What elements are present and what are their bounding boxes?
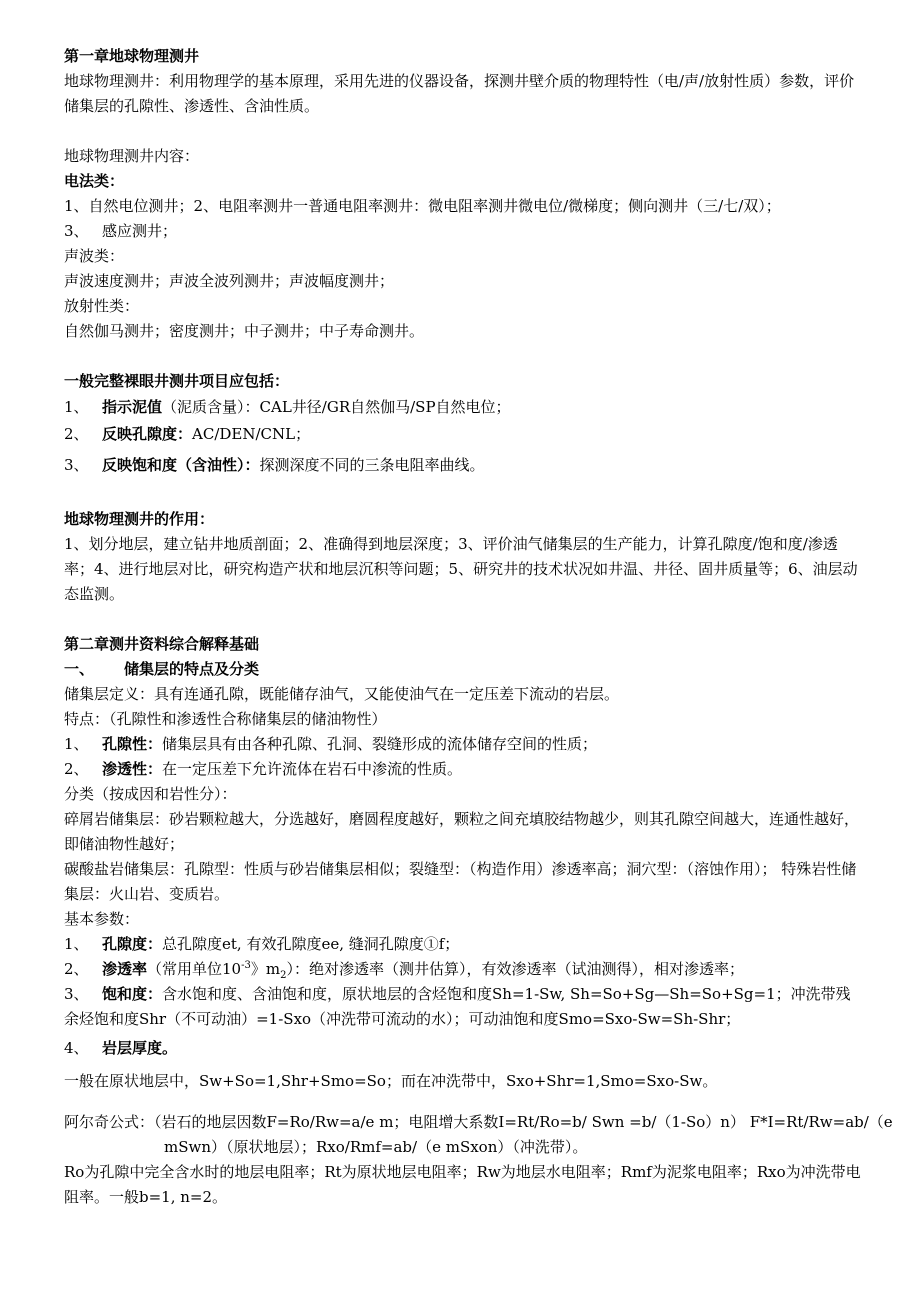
- carbonate-reservoir: 碳酸盐岩储集层：孔隙型：性质与砂岩储集层相似；裂缝型：（构造作用）渗透率高；洞穴型：（溶蚀作用）； 特殊岩性储集层：火山岩、变质岩。: [64, 860, 857, 903]
- logging-definition: 地球物理测井：利用物理学的基本原理，采用先进的仪器设备，探测井壁介质的物理特性（电/声/放射性质）参数，评价储集层的孔隙性、渗透性、含油性质。: [64, 72, 855, 115]
- electric-heading: 电法类：: [64, 172, 125, 190]
- saturation-relation: 一般在原状地层中，Sw+So=1,Shr+Smo=So；而在冲洗带中，Sxo+Shr=1,Smo=Sxo-Sw。: [64, 1072, 718, 1090]
- section-number: 一、: [64, 660, 95, 678]
- list-item-text: 》m: [250, 960, 281, 978]
- chapter2-title: 第二章测井资料综合解释基础: [64, 635, 260, 653]
- list-item-bold: 孔隙性：: [102, 735, 163, 753]
- list-item-text: ）：绝对渗透率（测井估算），有效渗透率（试油测得），相对渗透率；: [286, 960, 744, 978]
- role-heading: 地球物理测井的作用：: [64, 510, 215, 528]
- role-text: 1、划分地层，建立钻井地质剖面；2、准确得到地层深度；3、评价油气储集层的生产能力，计算孔隙度/饱和度/渗透率；4、进行地层对比，研究构造产状和地层沉积等问题；5、研究井的技术状况如井温、井径、固井质量等；6、油层动态监测。: [64, 535, 858, 603]
- list-number: 3、: [64, 456, 89, 474]
- param-thickness: [64, 1032, 864, 1065]
- list-item-bold: 岩层厚度。: [102, 1039, 178, 1057]
- logging-item: [64, 394, 864, 421]
- section-title-text: 储集层的特点及分类: [124, 660, 260, 678]
- radio-line: 自然伽马测井；密度测井；中子测井；中子寿命测井。: [64, 322, 425, 340]
- param-porosity: [64, 932, 864, 957]
- feature-item: [64, 757, 864, 782]
- basic-params-heading: 基本参数：: [64, 910, 140, 928]
- list-number: 2、: [64, 425, 89, 443]
- list-item-text: 含水饱和度、含油饱和度，原状地层的含烃饱和度Sh=1-Sw, Sh=So+Sg—Sh=So+Sg=1；冲洗带残余烃饱和度Shr（不可动油）=1-Sxo（冲洗带可流动的水）；可动油饱和度Smo=Sxo-Sw=Sh-Shr；: [64, 985, 851, 1028]
- reservoir-definition: 储集层定义：具有连通孔隙，既能储存油气，又能使油气在一定压差下流动的岩层。: [64, 685, 620, 703]
- electric-line-1: 1、自然电位测井；2、电阻率测井一普通电阻率测井：微电阻率测井微电位/微梯度；侧向测井（三/七/双）；: [64, 197, 781, 215]
- list-number: 4、: [64, 1039, 89, 1057]
- list-item-bold: 渗透性：: [102, 760, 163, 778]
- list-item-text: 储集层具有由各种孔隙、孔洞、裂缝形成的流体储存空间的性质；: [162, 735, 598, 753]
- list-item-bold: 渗透率: [102, 960, 148, 978]
- acoustic-line: 声波速度测井；声波全波列测井；声波幅度测井；: [64, 272, 395, 290]
- list-number: 3、: [64, 222, 89, 240]
- archie-formula-line-1: 阿尔奇公式：（岩石的地层因数F=Ro/Rw=a/e m；电阻增大系数I=Rt/Ro=b/ Swn =b/（1-So）n） F*I=Rt/Rw=ab/（e: [64, 1113, 893, 1131]
- list-number: 1、: [64, 935, 89, 953]
- list-item-bold: 反映孔隙度：: [102, 425, 193, 443]
- list-item-text: AC/DEN/CNL；: [192, 425, 311, 443]
- list-item-text: 探测深度不同的三条电阻率曲线。: [259, 456, 485, 474]
- logging-item: [64, 421, 864, 448]
- list-item-bold: 指示泥值: [102, 398, 163, 416]
- list-item-bold: 反映饱和度（含油性）：: [102, 456, 260, 474]
- param-permeability: [64, 957, 864, 982]
- electric-line-2: [64, 219, 864, 244]
- content-heading: 地球物理测井内容：: [64, 147, 200, 165]
- list-item-text: （常用单位10: [147, 960, 242, 978]
- chapter1-title: 第一章地球物理测井: [64, 47, 200, 65]
- section1-title: [64, 657, 864, 682]
- list-number: 3、: [64, 985, 89, 1003]
- list-number: 2、: [64, 760, 89, 778]
- archie-formula-line-2: mSwn）（原状地层）；Rxo/Rmf=ab/（e mSxon）（冲洗带）。: [164, 1138, 588, 1156]
- list-number: 1、: [64, 398, 89, 416]
- document-page: [64, 44, 893, 1210]
- unit-subscript: 2: [280, 970, 287, 981]
- param-saturation: [64, 982, 864, 1032]
- feature-item: [64, 732, 864, 757]
- list-item-text: （泥质含量）：CAL井径/GR自然伽马/SP自然电位；: [162, 398, 511, 416]
- logging-items-heading: 一般完整裸眼井测井项目应包括：: [64, 372, 290, 390]
- list-item-bold: 孔隙度：: [102, 935, 163, 953]
- list-item-text: 在一定压差下允许流体在岩石中渗流的性质。: [162, 760, 463, 778]
- list-number: 1、: [64, 735, 89, 753]
- unit-superscript: -3: [241, 960, 251, 971]
- features-heading: 特点：（孔隙性和渗透性合称储集层的储油物性）: [64, 710, 387, 728]
- clastic-reservoir: 碎屑岩储集层：砂岩颗粒越大，分选越好，磨圆程度越好，颗粒之间充填胶结物越少，则其孔隙空间越大，连通性越好，即储油物性越好；: [64, 810, 860, 853]
- list-number: 2、: [64, 960, 89, 978]
- list-item-text: 总孔隙度et, 有效孔隙度ee, 缝洞孔隙度①f；: [162, 935, 460, 953]
- classification-heading: 分类（按成因和岩性分）：: [64, 785, 237, 803]
- logging-item: [64, 448, 864, 482]
- resistivity-definitions: Ro为孔隙中完全含水时的地层电阻率；Rt为原状地层电阻率；Rw为地层水电阻率；Rmf为泥浆电阻率；Rxo为冲洗带电阻率。一般b=1, n=2。: [64, 1163, 861, 1206]
- radio-heading: 放射性类：: [64, 297, 140, 315]
- acoustic-heading: 声波类：: [64, 247, 125, 265]
- list-text: 感应测井；: [102, 222, 178, 240]
- list-item-bold: 饱和度：: [102, 985, 163, 1003]
